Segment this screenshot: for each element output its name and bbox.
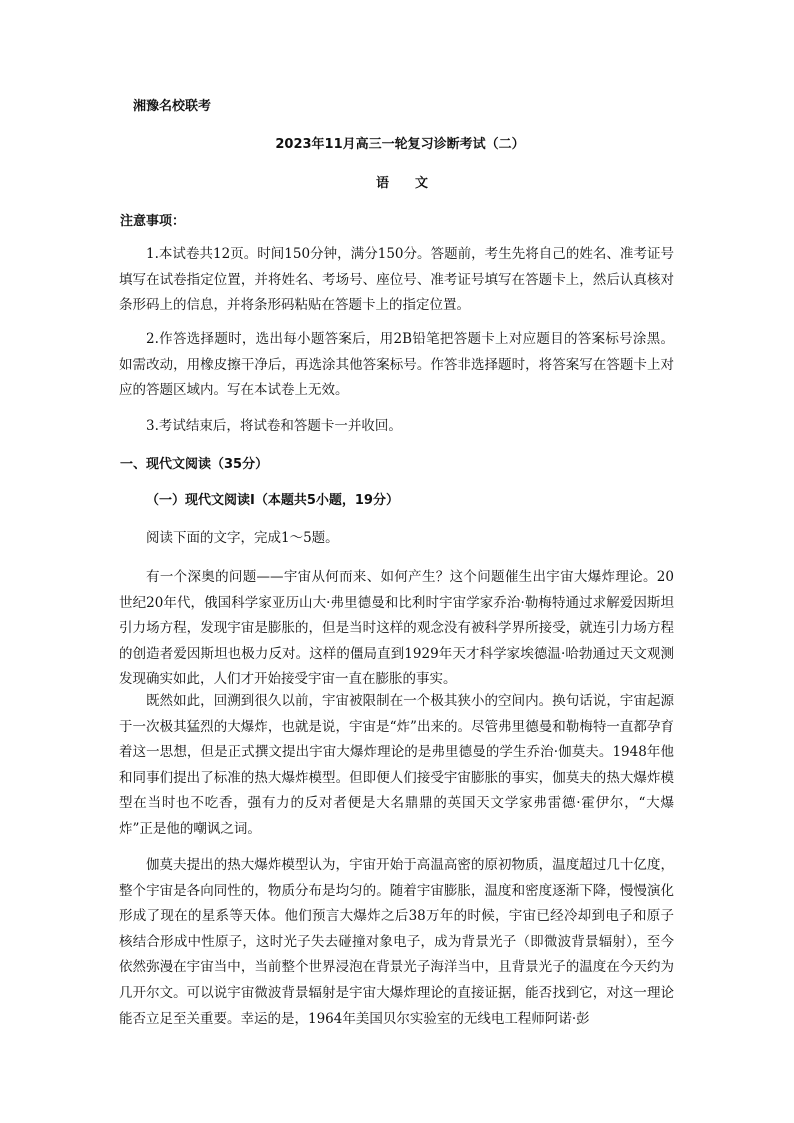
reading-instruction: 阅读下面的文字，完成1～5题。	[146, 530, 339, 546]
subsection-heading: （一）现代文阅读Ⅰ（本题共5小题，19分）	[146, 493, 399, 508]
subject-title: 语文	[375, 176, 454, 191]
school-name: 湘豫名校联考	[133, 99, 212, 114]
notice-heading: 注意事项：	[120, 214, 186, 229]
notice-item-3: 3.考试结束后，将试卷和答题卡一并收回。	[146, 418, 402, 434]
notice-item-2: 2.作答选择题时，选出每小题答案后，用2B铅笔把答题卡上对应题目的答案标号涂黑。如需改动，用橡皮擦干净后，再选涂其他答案标号。作答非选择题时，将答案写在答题卡上对应的答题区域内。写在本试卷上无效。	[119, 331, 674, 399]
exam-title: 2023年11月高三一轮复习诊断考试（二）	[275, 137, 525, 152]
notice-item-1: 1.本试卷共12页。时间150分钟，满分150分。答题前，考生先将自己的姓名、准考证号填写在试卷指定位置，并将姓名、考场号、座位号、准考证号填写在答题卡上，然后认真核对条形码上的信息，并将条形码粘贴在答题卡上的指定位置。	[119, 246, 674, 314]
passage-paragraph-2: 既然如此，回溯到很久以前，宇宙被限制在一个极其狭小的空间内。换句话说，宇宙起源于一次极其猛烈的大爆炸，也就是说，宇宙是“炸”出来的。尽管弗里德曼和勒梅特一直都孕育着这一思想，但是正式撰文提出宇宙大爆炸理论的是弗里德曼的学生乔治·伽莫夫。1948年他和同事们提出了标准的热大爆炸模型。但即便人们接受宇宙膨胀的事实，伽莫夫的热大爆炸模型在当时也不吃香，强有力的反对者便是大名鼎鼎的英国天文学家弗雷德·霍伊尔，“大爆炸”正是他的嘲讽之词。	[119, 693, 674, 837]
passage-paragraph-1: 有一个深奥的问题——宇宙从何而来、如何产生？这个问题催生出宇宙大爆炸理论。20世纪20年代，俄国科学家亚历山大·弗里德曼和比利时宇宙学家乔治·勒梅特通过求解爱因斯坦引力场方程，发现宇宙是膨胀的，但是当时这样的观念没有被科学界所接受，就连引力场方程的创造者爱因斯坦也极力反对。这样的僵局直到1929年天才科学家埃德温·哈勃通过天文观测发现确实如此，人们才开始接受宇宙一直在膨胀的事实。	[119, 569, 674, 688]
section-heading: 一、现代文阅读（35分）	[120, 457, 269, 472]
passage-paragraph-3: 伽莫夫提出的热大爆炸模型认为，宇宙开始于高温高密的原初物质，温度超过几十亿度，整个宇宙是各向同性的，物质分布是均匀的。随着宇宙膨胀，温度和密度逐渐下降，慢慢演化形成了现在的星系等天体。他们预言大爆炸之后38万年的时候，宇宙已经冷却到电子和原子核结合形成中性原子，这时光子失去碰撞对象电子，成为背景光子（即微波背景辐射），至今依然弥漫在宇宙当中，当前整个世界浸泡在背景光子海洋当中，且背景光子的温度在今天约为几开尔文。可以说宇宙微波背景辐射是宇宙大爆炸理论的直接证据，能否找到它，对这一理论能否立足至关重要。幸运的是，1964年美国贝尔实验室的无线电工程师阿诺·彭	[119, 857, 674, 1027]
